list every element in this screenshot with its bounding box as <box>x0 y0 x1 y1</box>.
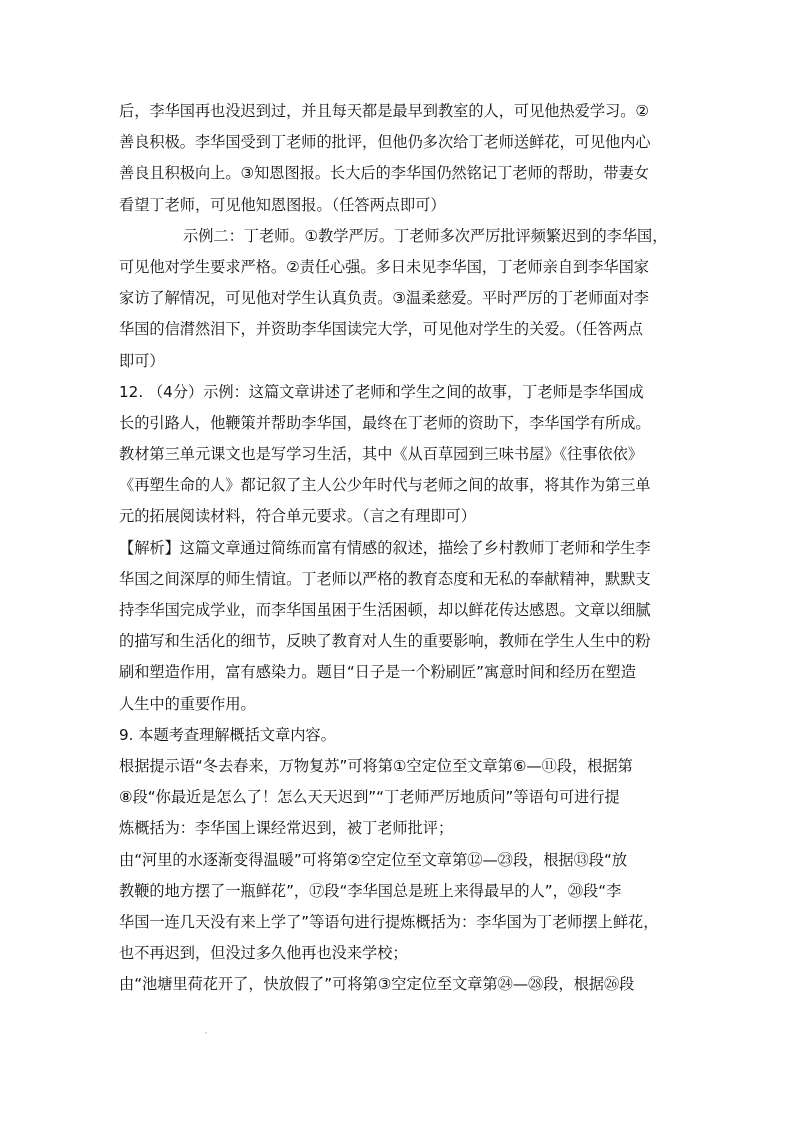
text-line: 可见他对学生要求严格。②责任心强。多日未见李华国，丁老师亲自到李华国家 <box>119 257 649 276</box>
text-line: 后，李华国再也没迟到过，并且每天都是最早到教室的人，可见他热爱学习。② <box>119 102 649 120</box>
text-line: 家访了解情况，可见他对学生认真负责。③温柔慈爱。平时严厉的丁老师面对李 <box>119 289 649 308</box>
text-line: 《再塑生命的人》都记叙了主人公少年时代与老师之间的故事，将其作为第三单 <box>119 476 651 495</box>
text-line: 持李华国完成学业，而李华国虽困于生活困顿，却以鲜花传达感恩。文章以细腻 <box>119 601 651 619</box>
text-line: 元的拓展阅读材料，符合单元要求。（言之有理即可） <box>119 507 476 526</box>
text-line: 教鞭的地方摆了一瓶鲜花”，⑰段“李华国总是班上来得最早的人”，⑳段“李 <box>119 881 622 900</box>
page-speck <box>205 1032 207 1034</box>
text-line: 长的引路人，他鞭策并帮助李华国，最终在丁老师的资助下，李华国学有所成。 <box>119 413 651 432</box>
text-line: 华国之间深厚的师生情谊。丁老师以严格的教育态度和无私的奉献精神，默默支 <box>119 569 651 588</box>
text-line: 华国一连几天没有来上学了”等语句进行提炼概括为：李华国为丁老师摆上鲜花， <box>119 912 659 931</box>
text-line: 的描写和生活化的细节，反映了教育对人生的重要影响，教师在学生人生中的粉 <box>119 632 651 651</box>
text-line: 由“池塘里荷花开了，快放假了”可将第③空定位至文章第㉔—㉘段，根据㉖段 <box>119 975 635 994</box>
text-line: 根据提示语“冬去春来，万物复苏”可将第①空定位至文章第⑥—⑪段，根据第 <box>119 756 633 775</box>
text-line: 教材第三单元课文也是写学习生活，其中《从百草园到三味书屋》《往事依依》 <box>119 445 643 464</box>
text-line: 由“河里的水逐渐变得温暖”可将第②空定位至文章第⑫—㉓段，根据⑬段“放 <box>119 850 628 869</box>
question-9-heading: 9. 本题考查理解概括文章内容。 <box>119 725 336 744</box>
text-line: 示例二：丁老师。①教学严厉。丁老师多次严厉批评频繁迟到的李华国， <box>183 226 668 245</box>
text-line: 炼概括为：李华国上课经常迟到，被丁老师批评； <box>119 819 454 838</box>
text-line: 华国的信潸然泪下，并资助李华国读完大学，可见他对学生的关爱。（任答两点 <box>119 320 643 339</box>
text-line: 善良积极。李华国受到丁老师的批评，但他仍多次给丁老师送鲜花，可见他内心 <box>119 133 651 152</box>
text-line: 善良且积极向上。③知恩图报。长大后的李华国仍然铭记丁老师的帮助，带妻女 <box>119 164 649 183</box>
text-line: 也不再迟到，但没过多久他再也没来学校； <box>119 944 408 963</box>
text-line: 人生中的重要作用。 <box>119 694 256 713</box>
question-12-answer: 12. （4分）示例：这篇文章讲述了老师和学生之间的故事，丁老师是李华国成 <box>119 382 644 401</box>
text-line: ⑧段“你最近是怎么了！怎么天天迟到”“丁老师严厉地质问”等语句可进行提 <box>119 788 620 807</box>
text-line: 看望丁老师，可见他知恩图报。（任答两点即可） <box>119 195 446 214</box>
answer-text-body <box>119 96 679 1000</box>
analysis-heading-line: 【解析】这篇文章通过简练而富有情感的叙述，描绘了乡村教师丁老师和学生李 <box>119 538 651 557</box>
text-line: 刷和塑造作用，富有感染力。题目“日子是一个粉刷匠”寓意时间和经历在塑造 <box>119 663 636 682</box>
text-line: 即可） <box>119 351 165 370</box>
